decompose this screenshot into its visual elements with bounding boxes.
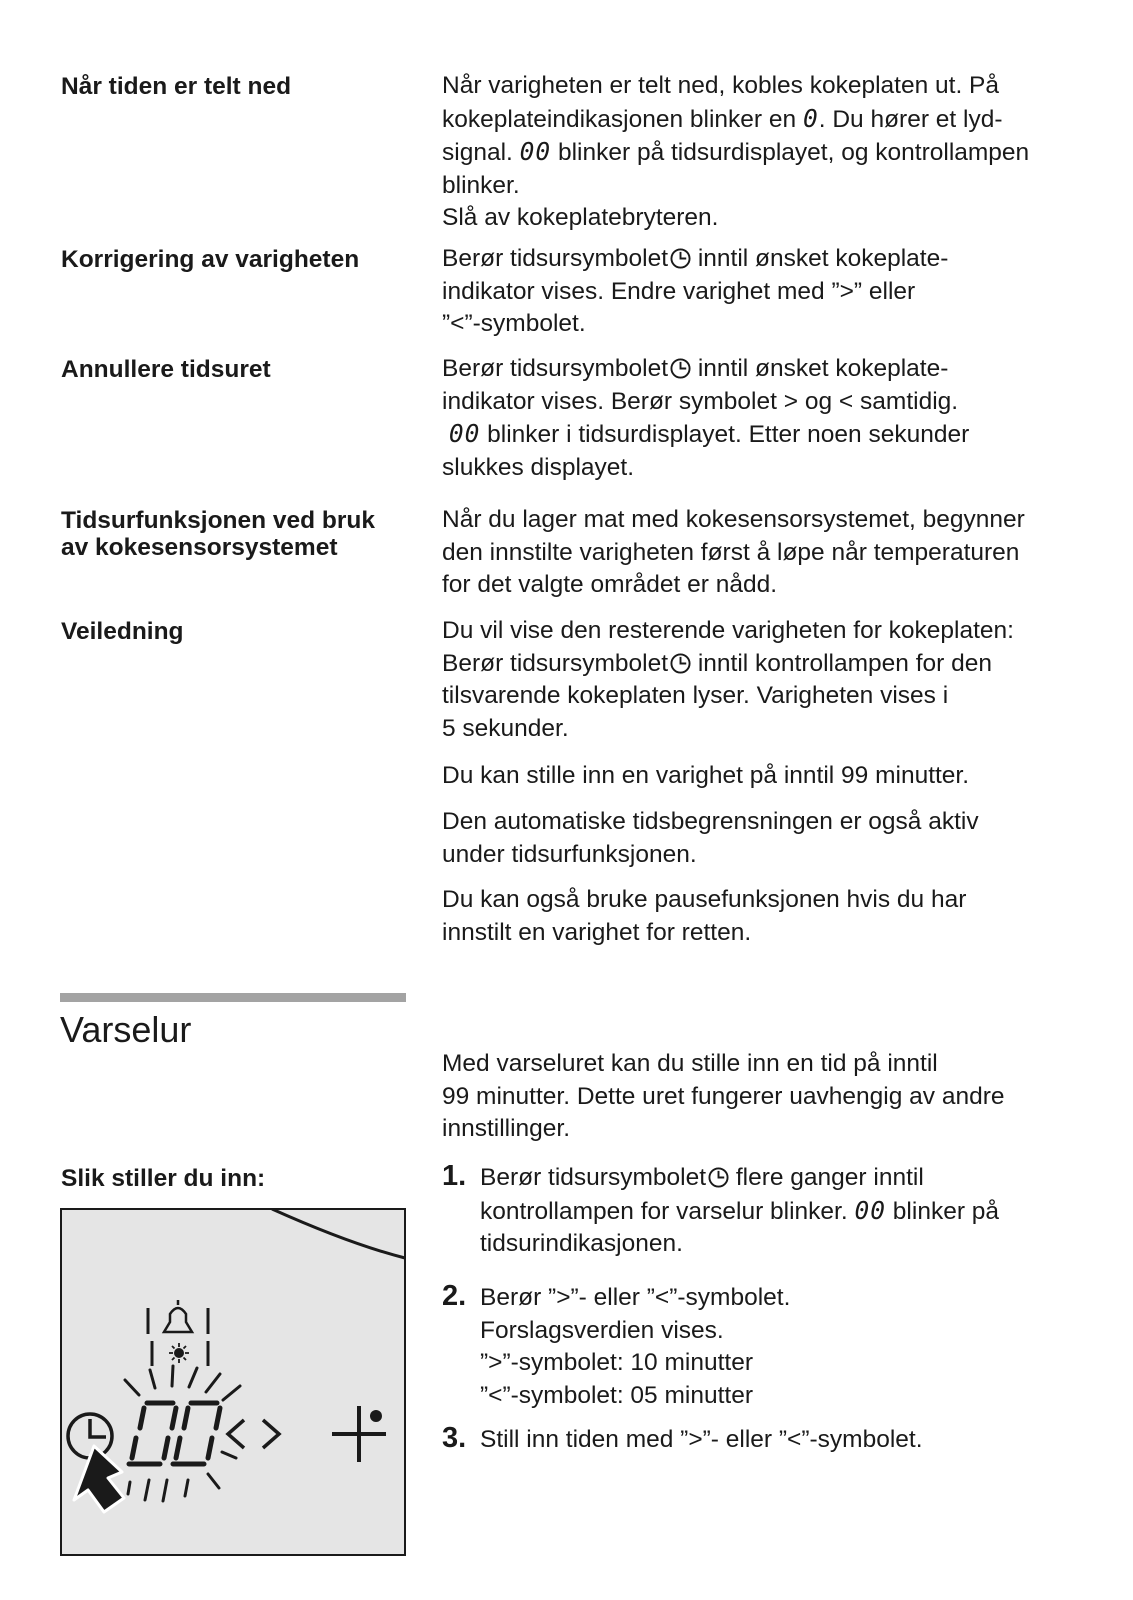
section-text-cancel-timer: Berør tidsursymbolet inntil ønsket kokeplate- indikator vises. Berør symbolet > og < samtidig. 00 blinker i tidsurdisplayet. Etter noen sekunder slukkes displayet. [442,355,970,481]
varselur-intro: Med varseluret kan du stille inn en tid på inntil 99 minutter. Dette uret fungerer uavhengig av andre innstillinger. [442,1050,1005,1142]
section-label-sensor-timer: Tidsurfunksjonen ved bruk av kokesensorsystemet [61,507,376,561]
digit-display-icon: 0 [802,103,819,133]
section-text-countdown-done: Når varigheten er telt ned, kobles kokeplaten ut. På kokeplateindikasjonen blinker en 0. Du hører et lyd- signal. 00 blinker på tidsurdisplayet, og kontrollampen blinker. Slå av kokeplatebryteren. [442,72,1030,231]
timer-clock-icon [670,248,691,269]
page-heading-varselur: Varselur [60,1009,192,1050]
step-1: 1. Berør tidsursymbolet flere ganger inntil kontrollampen for varselur blinker. 00 blinker på tidsurindikasjonen. [442,1160,1000,1257]
timer-clock-icon [670,358,691,379]
step-2: 2. Berør ”>”- eller ”<”-symbolet. Forslagsverdien vises. ”>”-symbolet: 10 minutter ”<”-symbolet: 05 minutter [442,1280,791,1409]
digit-display-icon: 00 [854,1195,886,1225]
timer-clock-icon [708,1167,729,1188]
guidance-pause-function: Du kan også bruke pausefunksjonen hvis du har innstilt en varighet for retten. [442,886,967,946]
sub-label-how-to-set: Slik stiller du inn: [61,1165,266,1192]
section-text-correct-duration: Berør tidsursymbolet inntil ønsket kokeplate- indikator vises. Endre varighet med ”>” eller ”<”-symbolet. [442,245,949,337]
timer-clock-icon [670,653,691,674]
section-label-cancel-timer: Annullere tidsuret [61,356,271,383]
section-label-correct-duration: Korrigering av varigheten [61,246,360,273]
step-3: 3. Still inn tiden med ”>”- eller ”<”-symbolet. [442,1422,923,1454]
section-text-guidance: Du vil vise den resterende varigheten for kokeplaten: Berør tidsursymbolet inntil kontrollampen for den tilsvarende kokeplaten lyser. Varigheten vises i 5 sekunder. [442,617,1014,742]
step-number: 3. [442,1422,467,1454]
section-text-sensor-timer: Når du lager mat med kokesensorsystemet, begynner den innstilte varigheten først å løpe når temperaturen for det valgte området er nådd. [442,506,1025,598]
section-divider [60,993,406,1002]
digit-display-icon: 00 [519,137,552,166]
section-label-countdown-done: Når tiden er telt ned [61,73,292,100]
step-number: 2. [442,1280,467,1312]
control-panel-diagram [60,1208,406,1556]
step-number: 1. [442,1160,467,1192]
section-label-guidance: Veiledning [61,618,184,645]
digit-display-icon: 00 [448,419,481,448]
guidance-auto-limit: Den automatiske tidsbegrensningen er også aktiv under tidsurfunksjonen. [442,808,979,868]
guidance-max-duration: Du kan stille inn en varighet på inntil 99 minutter. [442,762,970,789]
